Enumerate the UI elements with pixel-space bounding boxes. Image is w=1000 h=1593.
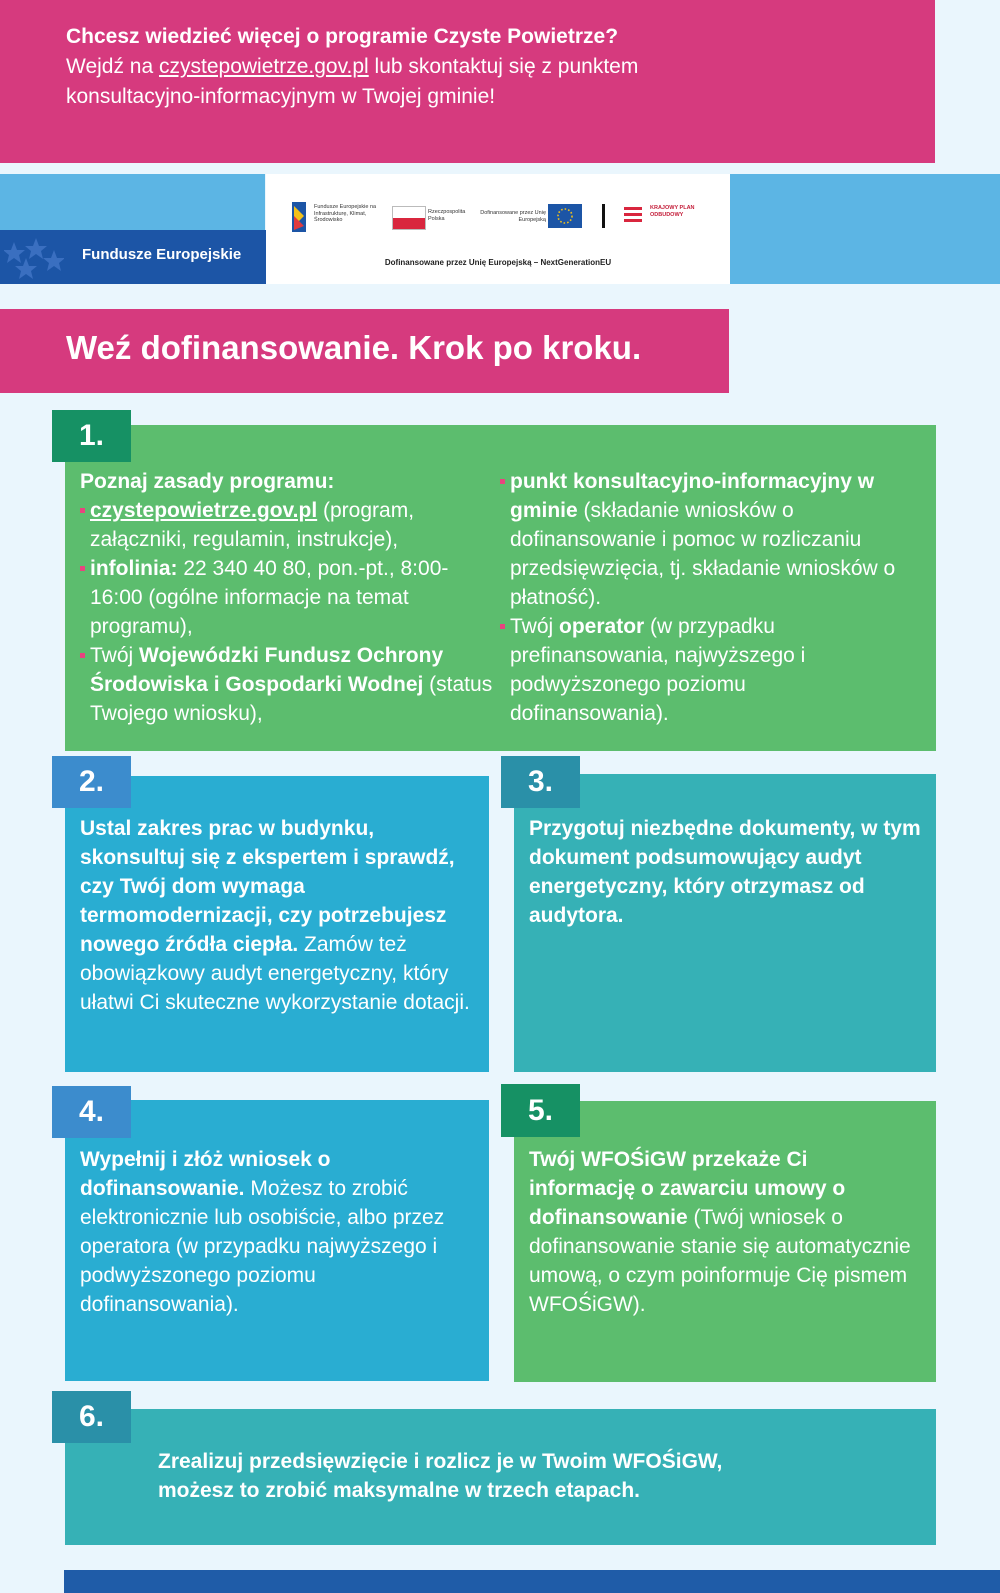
step-4-number: 4.	[52, 1086, 131, 1138]
step-2-number: 2.	[52, 756, 131, 808]
step-1-punkt-text: (składanie wniosków o dofinansowanie i pomoc w rozliczaniu przedsięwzięcia, tj. składanie wniosków o płatność).	[510, 499, 896, 609]
step-4-bold: Wypełnij i złóż wniosek o dofinansowanie.	[80, 1148, 331, 1200]
fe-label: Fundusze Europejskie	[82, 246, 242, 263]
step-1-website-link[interactable]: czystepowietrze.gov.pl	[90, 499, 318, 522]
step-1-operator-text: (w przypadku prefinansowania, najwyższego i podwyższonego poziomu dofinansowania).	[510, 615, 806, 725]
funding-logos	[266, 174, 730, 284]
logo1-text: Fundusze Europejskie na Infrastrukturę, Klimat, Środowisko	[314, 204, 377, 223]
step-1-bullet-operator	[500, 612, 900, 728]
step-1-punkt-name: punkt konsultacyjno-informacyjny w gminie	[510, 470, 875, 522]
step-1-wfos-pre: Twój	[90, 644, 140, 667]
bottom-bar	[64, 1570, 1000, 1593]
step-1-bullet-wfos	[80, 641, 500, 728]
step-1-operator-name: operator	[559, 615, 645, 638]
step-2-text	[80, 814, 480, 1017]
logo2-text: Rzeczpospolita Polska	[428, 209, 466, 222]
step-1-title: Poznaj zasady programu:	[80, 470, 335, 493]
banner-text	[66, 22, 916, 112]
logo-divider	[602, 204, 605, 228]
info-banner	[0, 0, 935, 163]
fundusze-europejskie-box	[0, 230, 266, 284]
step-1-bullet-website-text: (program, załączniki, regulamin, instrukcje),	[90, 499, 415, 551]
eu-stars-icon	[4, 236, 64, 280]
step-1-operator-pre: Twój	[510, 615, 560, 638]
logo3-text: Dofinansowane przez Unię Europejską	[480, 210, 546, 223]
kpo-icon	[622, 204, 646, 228]
step-2-rest: Zamów też obowiązkowy audyt energetyczny, który ułatwi Ci skuteczne wykorzystanie dotacji.	[80, 933, 470, 1014]
step-1-wfos-name: Wojewódzki Fundusz Ochrony Środowiska i Gospodarki Wodnej	[90, 644, 444, 696]
dofin-line: Dofinansowane przez Unię Europejską – NextGenerationEU	[384, 258, 612, 267]
steps-heading-box	[0, 309, 729, 393]
poland-flag-icon	[392, 206, 426, 230]
fe-flag-icon	[292, 202, 310, 232]
banner-title: Chcesz wiedzieć więcej o programie Czyste Powietrze?	[66, 25, 619, 48]
step-6-number: 6.	[52, 1391, 131, 1443]
step-2-bold: Ustal zakres prac w budynku, skonsultuj się z ekspertem i sprawdź, czy Twój dom wymaga termomodernizacji, czy potrzebujesz nowego źródła ciepła.	[80, 817, 455, 956]
step-1-hotline-text: 22 340 40 80, pon.-pt., 8:00-16:00 (ogólne informacje na temat programu),	[90, 557, 449, 638]
logo4-text: KRAJOWY PLAN ODBUDOWY	[650, 205, 695, 218]
step-5-rest: (Twój wniosek o dofinansowanie stanie się automatycznie umową, o czym poinformuje Cię pismem WFOŚiGW).	[529, 1206, 911, 1316]
step-5-text	[529, 1145, 914, 1319]
step-3-bold: Przygotuj niezbędne dokumenty, w tym dokument podsumowujący audyt energetyczny, który otrzymasz od audytora.	[529, 817, 921, 927]
banner-line2: konsultacyjno-informacyjnym w Twojej gminie!	[66, 85, 496, 108]
step-1-bullet-website	[80, 496, 500, 554]
step-3-text	[529, 814, 929, 930]
step-4-text	[80, 1145, 480, 1319]
steps-heading: Weź dofinansowanie. Krok po kroku.	[66, 329, 642, 366]
banner-line-prefix: Wejdź na	[66, 55, 159, 78]
banner-link[interactable]: czystepowietrze.gov.pl	[159, 55, 369, 78]
step-1-bullet-hotline	[80, 554, 500, 641]
step-1-right-text	[500, 467, 900, 728]
strip-right-bg	[730, 174, 1000, 284]
step-6-bold: Zrealizuj przedsięwzięcie i rozlicz je w Twoim WFOŚiGW, możesz to zrobić maksymalne w trzech etapach.	[158, 1450, 723, 1502]
step-5-number: 5.	[501, 1084, 580, 1137]
step-1-hotline-label: infolinia:	[90, 557, 178, 580]
step-1-wfos-text: (status Twojego wniosku),	[90, 673, 493, 725]
eu-flag-icon	[548, 204, 582, 228]
step-6-text	[158, 1447, 798, 1505]
step-3-number: 3.	[501, 756, 580, 808]
banner-line-suffix: lub skontaktuj się z punktem	[368, 55, 639, 78]
step-1-bullet-punkt	[500, 467, 900, 612]
step-5-bold: Twój WFOŚiGW przekaże Ci informację o zawarciu umowy o dofinansowanie	[529, 1148, 846, 1229]
step-4-rest: Możesz to zrobić elektronicznie lub osobiście, albo przez operatora (w przypadku najwyższego i podwyższonego poziomu dofinansowania).	[80, 1177, 445, 1316]
step-1-number: 1.	[52, 410, 131, 462]
step-1-left-text	[80, 467, 500, 728]
